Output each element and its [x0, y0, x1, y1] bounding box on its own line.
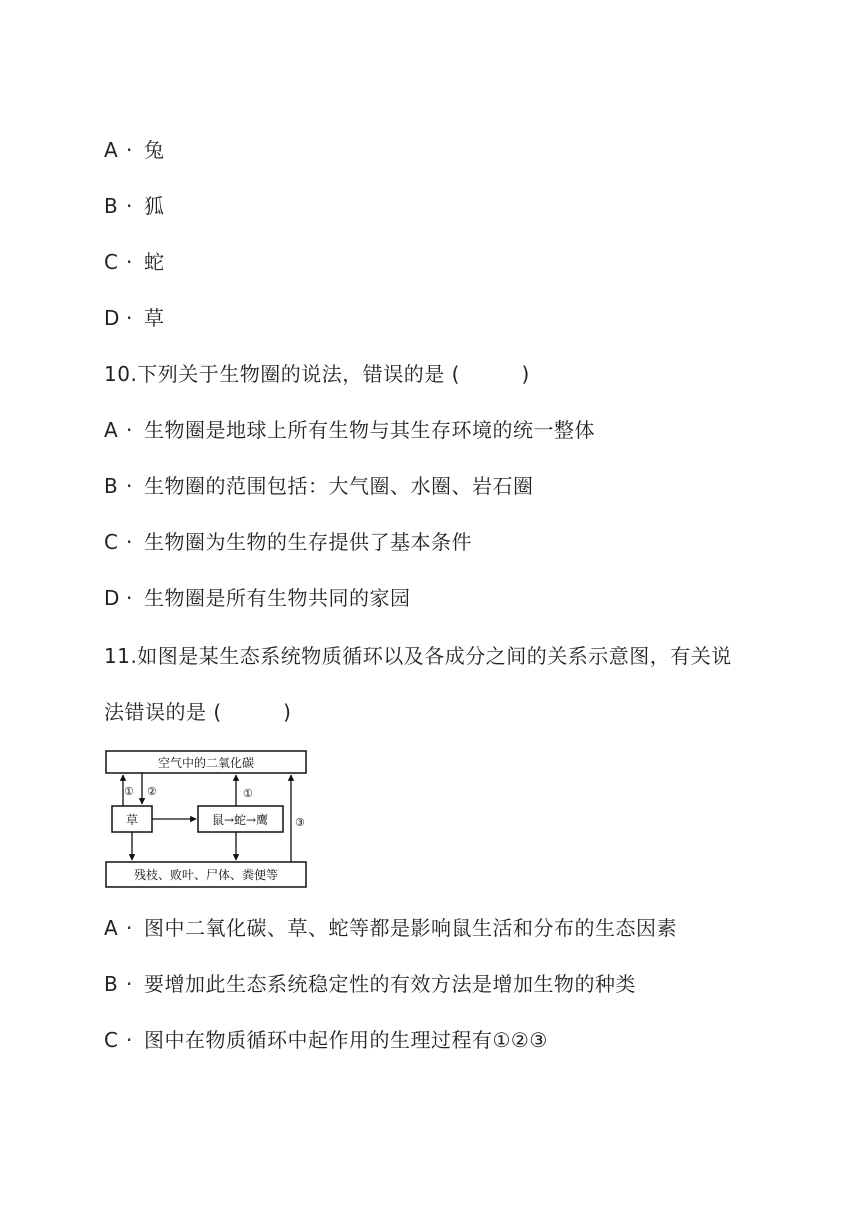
- co2-label: 空气中的二氧化碳: [157, 756, 255, 770]
- producer-label: 草: [125, 813, 139, 827]
- option-text: 要增加此生态系统稳定性的有效方法是增加生物的种类: [144, 972, 636, 996]
- option-separator: ·: [126, 586, 133, 610]
- option-text: 蛇: [144, 250, 165, 274]
- consumer-label: 鼠→蛇→鹰: [211, 813, 269, 827]
- option-separator: ·: [126, 250, 133, 274]
- q11-option-a: [104, 914, 677, 942]
- option-separator: ·: [126, 306, 133, 330]
- mark-2: ②: [147, 785, 157, 798]
- q9-option-c: [104, 248, 165, 276]
- q10-stem: 10.下列关于生物圈的说法，错误的是 ( ): [104, 362, 530, 386]
- q11-option-b: [104, 970, 636, 998]
- q11-option-c: [104, 1026, 548, 1054]
- q9-option-a: [104, 136, 165, 164]
- decomposer-label: 残枝、败叶、尸体、粪便等: [133, 868, 279, 882]
- option-text: 草: [144, 306, 165, 330]
- option-text: 生物圈的范围包括：大气圈、水圈、岩石圈: [144, 474, 534, 498]
- q10-option-c: [104, 528, 472, 556]
- q10-option-a: [104, 416, 595, 444]
- q11-stem-line1: 11.如图是某生态系统物质循环以及各成分之间的关系示意图，有关说: [104, 644, 732, 668]
- option-letter: B: [104, 194, 119, 218]
- option-text: 生物圈是所有生物共同的家园: [144, 586, 411, 610]
- option-text: 生物圈是地球上所有生物与其生存环境的统一整体: [144, 418, 595, 442]
- q11-stem-line2: 法错误的是 ( ): [104, 700, 292, 724]
- option-letter: A: [104, 916, 119, 940]
- option-letter: B: [104, 972, 119, 996]
- option-text: 图中二氧化碳、草、蛇等都是影响鼠生活和分布的生态因素: [144, 916, 677, 940]
- option-letter: A: [104, 418, 119, 442]
- q10-option-b: [104, 472, 534, 500]
- option-separator: ·: [126, 530, 133, 554]
- option-separator: ·: [126, 138, 133, 162]
- q10-option-d: [104, 584, 411, 612]
- option-letter: D: [104, 306, 120, 330]
- q9-option-b: [104, 192, 165, 220]
- option-separator: ·: [126, 972, 133, 996]
- mark-1: ①: [124, 785, 134, 798]
- option-separator: ·: [126, 474, 133, 498]
- option-letter: B: [104, 474, 119, 498]
- option-letter: C: [104, 1028, 119, 1052]
- option-text: 兔: [144, 138, 165, 162]
- option-text: 狐: [144, 194, 165, 218]
- option-separator: ·: [126, 1028, 133, 1052]
- option-letter: A: [104, 138, 119, 162]
- mark-1b: ①: [243, 787, 253, 800]
- q9-option-d: [104, 304, 165, 332]
- option-text: 生物圈为生物的生存提供了基本条件: [144, 530, 472, 554]
- carbon-cycle-diagram: [103, 748, 309, 890]
- mark-3: ③: [295, 816, 305, 829]
- option-text: 图中在物质循环中起作用的生理过程有①②③: [144, 1028, 548, 1052]
- option-letter: C: [104, 250, 119, 274]
- option-letter: C: [104, 530, 119, 554]
- option-letter: D: [104, 586, 120, 610]
- option-separator: ·: [126, 418, 133, 442]
- option-separator: ·: [126, 194, 133, 218]
- option-separator: ·: [126, 916, 133, 940]
